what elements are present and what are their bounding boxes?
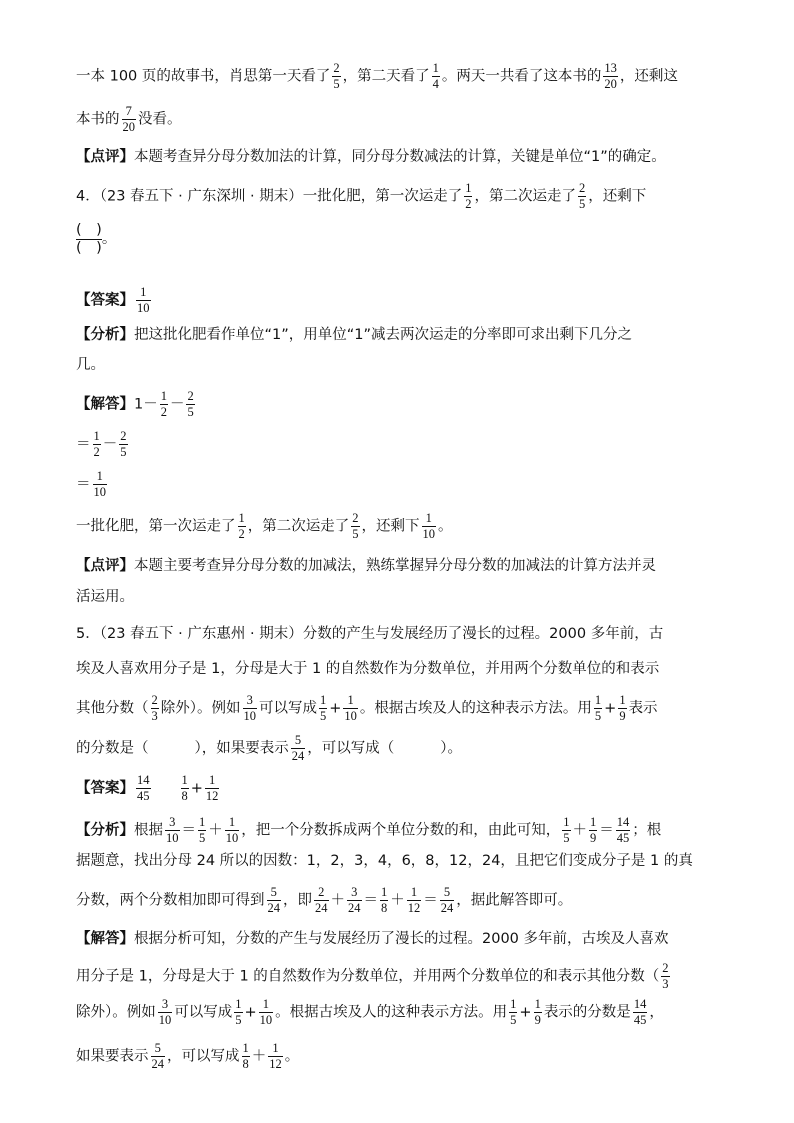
text: 的分数是（ [76, 740, 149, 757]
fraction: $\frac{1}{9}$ [590, 815, 597, 846]
text: 本书的 [76, 111, 120, 128]
text: 4．（23 春五下 · 广东深圳 · 期末）一批化肥，第一次运走了 [76, 188, 463, 205]
fraction: $\frac{1}{10}$ [344, 693, 357, 724]
text-line [76, 886, 572, 915]
fraction: $\frac{2}{5}$ [333, 61, 340, 92]
text: + [604, 700, 617, 717]
fraction: $\frac{1}{9}$ [619, 693, 626, 724]
text: 没看。 [138, 111, 182, 128]
analysis-line [76, 328, 632, 343]
fraction: $\frac{14}{45}$ [633, 997, 647, 1028]
text: 可以写成 [259, 700, 317, 717]
text: 如果要表示 [76, 1048, 149, 1065]
text: 活运用。 [76, 589, 134, 605]
text: 本题主要考查异分母分数的加减法，熟练掌握异分母分数的加减法的计算方法并灵 [134, 558, 656, 574]
text: － [102, 436, 118, 453]
text: ，还剩下 [361, 518, 420, 535]
text: ），如果要表示 [194, 740, 289, 757]
text: ＝ [423, 892, 438, 909]
text: ＝ [181, 822, 196, 839]
text: ＋ [251, 1048, 267, 1065]
fraction: $\frac{1}{5}$ [199, 815, 206, 846]
review-tag: 【点评】 [76, 149, 134, 165]
equation-line [76, 430, 130, 459]
fraction: $\frac{1}{5}$ [563, 815, 570, 846]
text: 。根据古埃及人的这种表示方法。用 [275, 1004, 508, 1021]
fraction: $\frac{1}{10}$ [137, 285, 150, 316]
text: ）。 [440, 740, 462, 757]
text: ＋ [330, 892, 345, 909]
text-line [76, 734, 462, 763]
fraction: $\frac{2}{5}$ [578, 181, 586, 212]
text: + [190, 780, 203, 797]
fraction: $\frac{1}{8}$ [181, 773, 188, 804]
text: ＋ [208, 822, 223, 839]
text: ＝ [76, 476, 91, 493]
text-line [76, 854, 693, 869]
fraction: $\frac{2}{24}$ [315, 885, 328, 916]
text: ，据此解答即可。 [456, 892, 573, 909]
review-tag: 【点评】 [76, 558, 134, 574]
text: ＝ [363, 892, 378, 909]
text: ＋ [572, 822, 587, 839]
fraction: $\frac{1}{5}$ [320, 693, 327, 724]
fraction: $\frac{1}{12}$ [205, 773, 219, 804]
text: ＝ [599, 822, 614, 839]
answer-blank [76, 222, 116, 256]
answer-tag: 【答案】 [76, 780, 134, 797]
text: 几。 [76, 357, 105, 373]
text: 据题意，找出分母 24 所以的因数：1，2，3，4，6，8，12，24，且把它们变成分子是 1 的真 [76, 853, 693, 869]
text: 。 [101, 230, 117, 247]
analysis-line [76, 816, 661, 845]
text: 一本 100 页的故事书，肖思第一天看了 [76, 68, 331, 85]
fraction: $\frac{2}{3}$ [151, 693, 158, 724]
text: 用分子是 1，分母是大于 1 的自然数作为分数单位，并用两个分数单位的和表示其他分数（ [76, 968, 660, 985]
fraction: $\frac{1}{8}$ [381, 885, 388, 916]
fraction: $\frac{5}{24}$ [267, 885, 280, 916]
analysis-tag: 【分析】 [76, 822, 134, 839]
text: 。 [438, 518, 453, 535]
text: ， [649, 1004, 664, 1021]
fraction: $\frac{1}{5}$ [235, 997, 242, 1028]
fraction: $\frac{1}{2}$ [160, 389, 167, 420]
solution-line [76, 390, 197, 419]
text: ，第二次运走了 [247, 518, 350, 535]
fraction: $\frac{5}{24}$ [151, 1041, 164, 1072]
fraction: $\frac{1}{2}$ [238, 511, 245, 542]
analysis-tag: 【分析】 [76, 327, 134, 343]
answer-line [76, 286, 153, 315]
fraction: $\frac{1}{12}$ [269, 1041, 282, 1072]
fraction: $\frac{1}{2}$ [93, 429, 100, 460]
fraction: $\frac{2}{3}$ [662, 961, 669, 992]
text: 表示的分数是 [543, 1004, 631, 1021]
fraction: $\frac{5}{24}$ [440, 885, 454, 916]
text: 表示 [628, 700, 658, 717]
text: 可以写成 [174, 1004, 233, 1021]
text-line [76, 358, 105, 373]
review-line [76, 559, 656, 574]
question-4 [76, 182, 646, 211]
fraction: $\frac{2}{5}$ [352, 511, 359, 542]
solution-tag: 【解答】 [76, 396, 134, 413]
text: 本题考查异分母分数加法的计算，同分母分数减法的计算，关键是单位“1”的确定。 [134, 149, 666, 165]
solution-tag: 【解答】 [76, 931, 134, 947]
fraction: $\frac{14}{45}$ [616, 815, 630, 846]
fraction: $\frac{3}{24}$ [348, 885, 361, 916]
fraction: $\frac{7}{20}$ [122, 104, 135, 135]
text-line [76, 1042, 299, 1071]
fraction: $\frac{2}{5}$ [120, 429, 127, 460]
text-line [76, 590, 134, 605]
text: ；根 [632, 822, 662, 839]
fraction: $\frac{1}{10}$ [225, 815, 239, 846]
text: 把这批化肥看作单位“1”，用单位“1”减去两次运走的分率即可求出剩下几分之 [134, 327, 632, 343]
text: 分数，两个分数相加即可得到 [76, 892, 265, 909]
text: ，第二次运走了 [474, 188, 576, 205]
text: ，还剩下 [588, 188, 647, 205]
text: ，可以写成（ [307, 740, 395, 757]
text: 除外）。例如 [160, 700, 241, 717]
text-line [76, 62, 678, 91]
text-line [76, 998, 664, 1027]
text-line [76, 962, 672, 991]
fraction: $\frac{1}{10}$ [93, 469, 106, 500]
text: ＝ [76, 436, 91, 453]
fraction: $\frac{3}{10}$ [243, 693, 256, 724]
text: ＋ [390, 892, 405, 909]
text: 5．（23 春五下 · 广东惠州 · 期末）分数的产生与发展经历了漫长的过程。2000 多年前，古 [76, 626, 664, 642]
text-line [76, 662, 659, 677]
solution-line [76, 932, 669, 947]
fraction: $\frac{5}{24}$ [291, 733, 305, 764]
text: 埃及人喜欢用分子是 1，分母是大于 1 的自然数作为分数单位，并用两个分数单位的和表示 [76, 661, 660, 677]
text: ，可以写成 [167, 1048, 240, 1065]
fraction: $\frac{14}{45}$ [137, 773, 150, 804]
fraction: $\frac{13}{20}$ [604, 61, 617, 92]
text: ，第二天看了 [342, 68, 430, 85]
text: － [169, 396, 185, 413]
text: + [519, 1004, 532, 1021]
fraction: $\frac{1}{10}$ [422, 511, 435, 542]
text: ，即 [283, 892, 312, 909]
fraction: $\frac{1}{4}$ [432, 61, 439, 92]
fraction: $\frac{1}{5}$ [594, 693, 602, 724]
text: 。两天一共看了这本书的 [441, 68, 602, 85]
text: 根据分析可知，分数的产生与发展经历了漫长的过程。2000 多年前，古埃及人喜欢 [134, 931, 669, 947]
blank-fraction[interactable]: ( ) ( ) [76, 222, 102, 256]
fraction: $\frac{3}{10}$ [158, 997, 172, 1028]
text: 。根据古埃及人的这种表示方法。用 [359, 700, 592, 717]
text: + [244, 1004, 257, 1021]
text: 根据 [134, 822, 163, 839]
text: 除外）。例如 [76, 1004, 156, 1021]
fraction: $\frac{1}{10}$ [259, 997, 273, 1028]
text-line [76, 512, 453, 541]
fraction: $\frac{1}{8}$ [242, 1041, 249, 1072]
question-5 [76, 627, 663, 642]
fraction: $\frac{1}{2}$ [465, 181, 472, 212]
text: 一批化肥，第一次运走了 [76, 518, 236, 535]
text-line [76, 694, 658, 723]
fraction: $\frac{1}{5}$ [510, 997, 517, 1028]
text: 其他分数（ [76, 700, 149, 717]
text: + [329, 700, 342, 717]
text: ，还剩这 [619, 68, 678, 85]
text-line [76, 105, 182, 134]
answer-line [76, 774, 221, 803]
fraction: $\frac{2}{5}$ [187, 389, 194, 420]
review-line [76, 150, 666, 165]
fraction: $\frac{3}{10}$ [166, 815, 179, 846]
answer-tag: 【答案】 [76, 292, 134, 309]
equation-line [76, 470, 109, 499]
text: 。 [284, 1048, 300, 1065]
fraction: $\frac{1}{9}$ [534, 997, 541, 1028]
fraction: $\frac{1}{12}$ [407, 885, 421, 916]
text: 1－ [134, 396, 158, 413]
text: ，把一个分数拆成两个单位分数的和，由此可知， [241, 822, 561, 839]
